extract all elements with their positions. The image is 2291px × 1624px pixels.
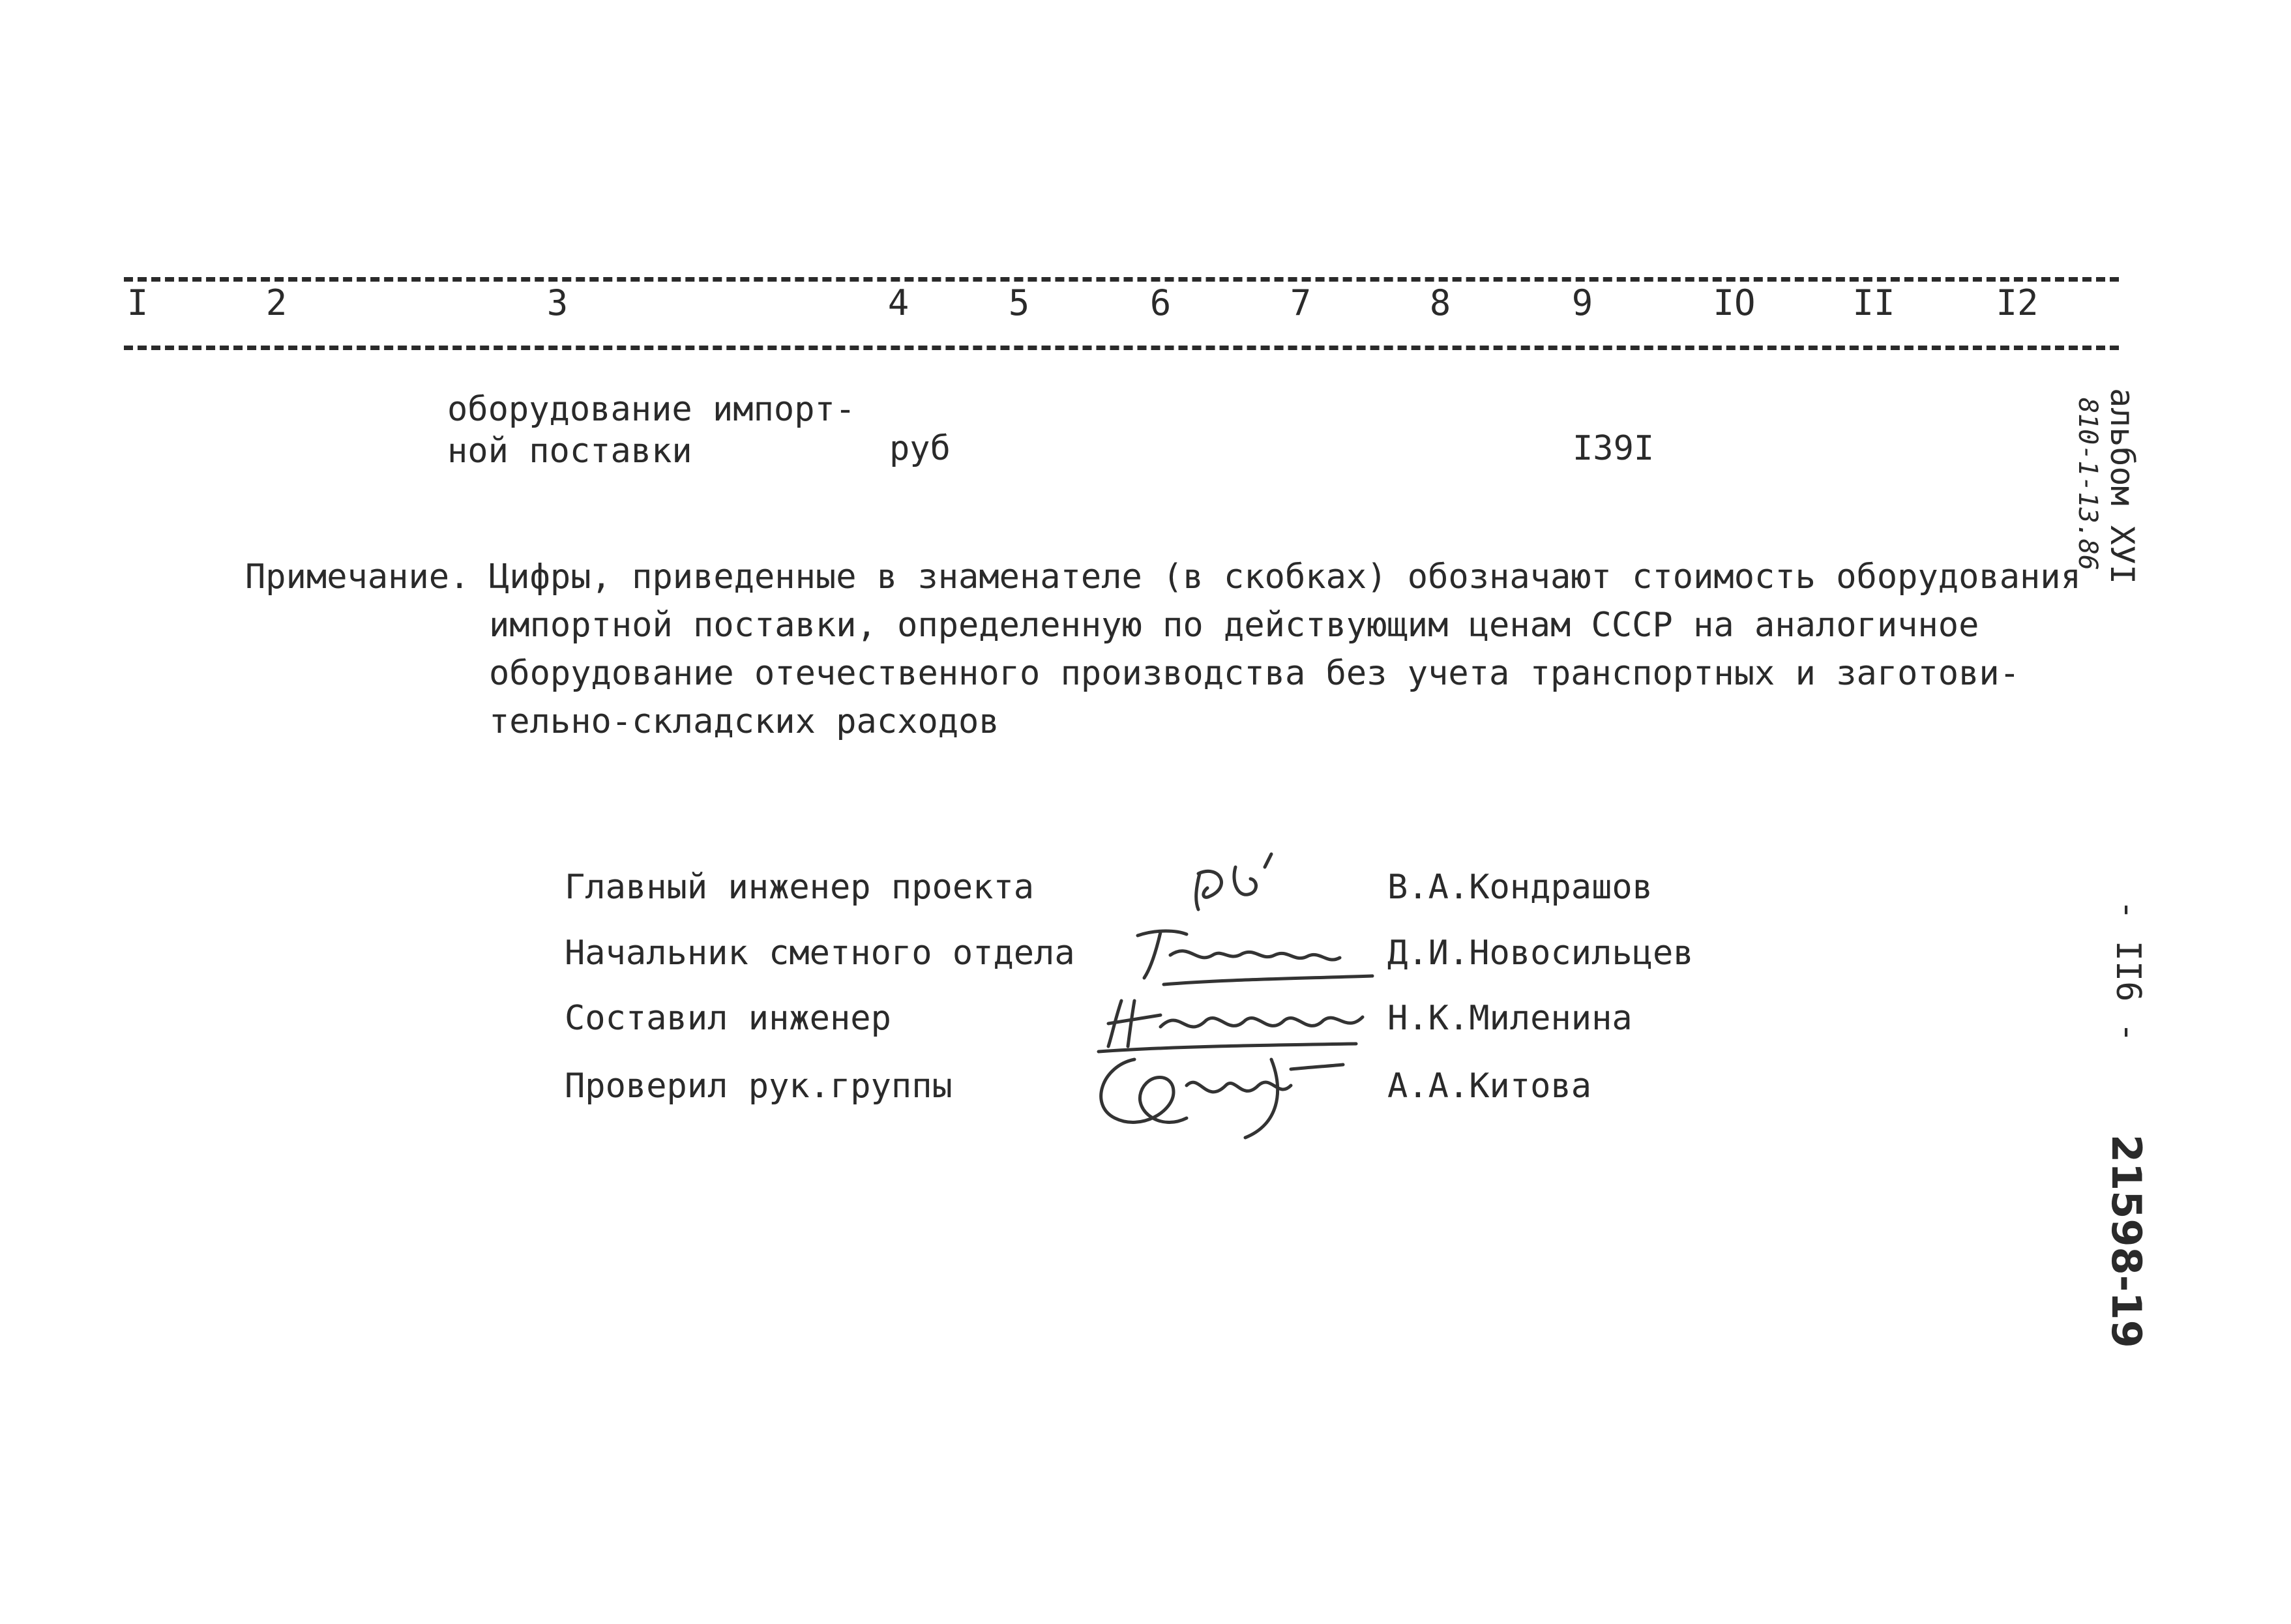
signature-name-checked-by: А.А.Китова — [1387, 1067, 1592, 1106]
note-line-1: Цифры, приведенные в знаменателе (в скобках) обозначают стоимость оборудования — [489, 557, 2081, 597]
column-number-11: II — [1852, 282, 1895, 323]
note-line-3: оборудование отечественного производства без учета транспортных и заготови- — [489, 654, 2020, 693]
margin-document-number: 21598-19 — [2103, 1134, 2150, 1348]
header-top-rule — [124, 277, 2119, 282]
row-description-line-2: ной поставки — [447, 432, 692, 471]
column-number-5: 5 — [1008, 282, 1030, 323]
margin-album-code: 810-1-13.86 — [2073, 398, 2103, 570]
row-value: I39I — [1573, 429, 1655, 468]
column-number-8: 8 — [1429, 282, 1451, 323]
signature-role-chief-engineer: Главный инженер проекта — [565, 868, 1035, 907]
signature-name-compiled-by: Н.К.Миленина — [1387, 999, 1633, 1038]
signature-role-checked-by: Проверил рук.группы — [565, 1067, 953, 1106]
note-label: Примечание. — [245, 557, 470, 597]
column-number-9: 9 — [1571, 282, 1593, 323]
column-number-4: 4 — [887, 282, 909, 323]
row-unit: руб — [889, 429, 951, 468]
row-description-line-1: оборудование импорт- — [447, 390, 856, 429]
row-description — [447, 389, 855, 472]
column-number-6: 6 — [1149, 282, 1172, 323]
handwritten-signature-1 — [1174, 848, 1304, 919]
handwritten-signature-4 — [1076, 1033, 1350, 1144]
column-number-1: I — [126, 282, 149, 323]
margin-album-label: альбом XУI — [2103, 388, 2141, 585]
signature-name-chief-engineer: В.А.Кондрашов — [1387, 868, 1653, 907]
signature-role-estimate-head: Начальник сметного отдела — [565, 934, 1075, 973]
signature-role-compiled-by: Составил инженер — [565, 999, 891, 1038]
column-number-10: IO — [1713, 282, 1756, 323]
note-line-4: тельно-складских расходов — [489, 702, 999, 741]
column-number-2: 2 — [265, 282, 288, 323]
column-number-12: I2 — [1996, 282, 2039, 323]
margin-page-number: - II6 - — [2108, 900, 2148, 1043]
column-number-3: 3 — [546, 282, 569, 323]
column-number-7: 7 — [1290, 282, 1312, 323]
signature-name-estimate-head: Д.И.Новосильцев — [1387, 934, 1694, 973]
header-bottom-rule — [124, 346, 2119, 350]
note-line-2: импортной поставки, определенную по действующим ценам СССР на аналогичное — [489, 606, 1979, 645]
